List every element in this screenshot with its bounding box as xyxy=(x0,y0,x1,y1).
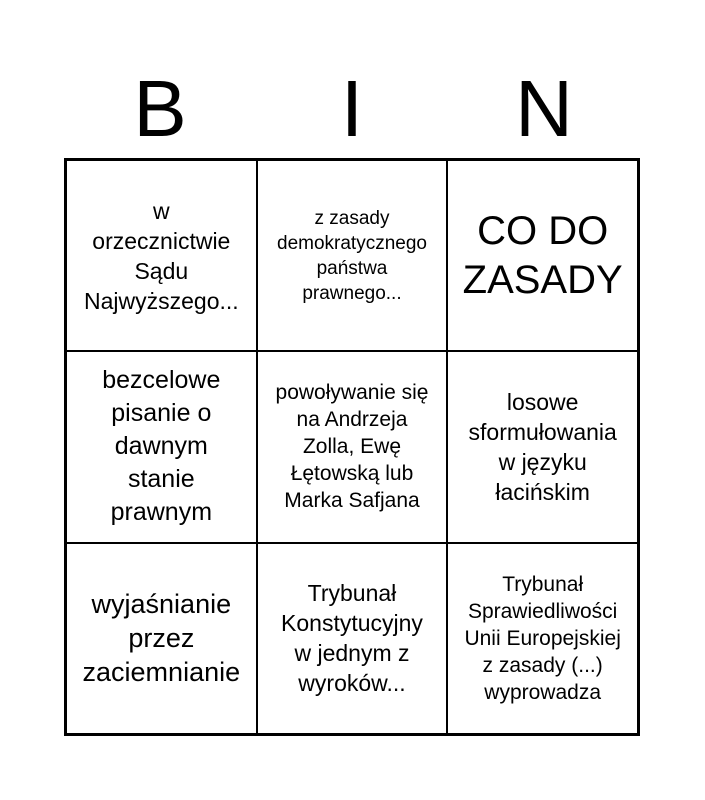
bingo-cell-6[interactable] xyxy=(447,351,638,542)
bingo-cell-2[interactable] xyxy=(257,160,448,351)
bingo-cell-3[interactable] xyxy=(447,160,638,351)
bingo-grid xyxy=(64,158,640,736)
cell-text: losowe sformułowania w języku łacińskim xyxy=(468,388,617,505)
cell-text: Trybunał Sprawiedliwości Unii Europejskiej z zasady (...) wyprowadza xyxy=(464,572,621,704)
cell-text: Trybunał Konstytucyjny w jednym z wyroków... xyxy=(281,580,423,697)
bingo-cell-1[interactable] xyxy=(66,160,257,351)
header-letter-b: B xyxy=(133,64,187,153)
cell-text: bezcelowe pisanie o dawnym stanie prawnym xyxy=(102,366,221,527)
cell-text: wyjaśnianie przez zaciemnianie xyxy=(82,589,241,688)
header-letter-n: N xyxy=(515,64,573,153)
cell-text: z zasady demokratycznego państwa prawnego... xyxy=(277,207,427,304)
bingo-cell-9[interactable] xyxy=(447,543,638,734)
bingo-cell-8[interactable] xyxy=(257,543,448,734)
bingo-header xyxy=(64,60,640,158)
header-letter-i: I xyxy=(340,64,364,153)
cell-text: w orzecznictwie Sądu Najwyższego... xyxy=(83,197,239,314)
cell-text: CO DO ZASADY xyxy=(462,208,623,302)
bingo-cell-4[interactable] xyxy=(66,351,257,542)
cell-text: powoływanie się na Andrzeja Zolla, Ewę Łętowską lub Marka Safjana xyxy=(275,381,429,513)
bingo-cell-5[interactable] xyxy=(257,351,448,542)
bingo-cell-7[interactable] xyxy=(66,543,257,734)
